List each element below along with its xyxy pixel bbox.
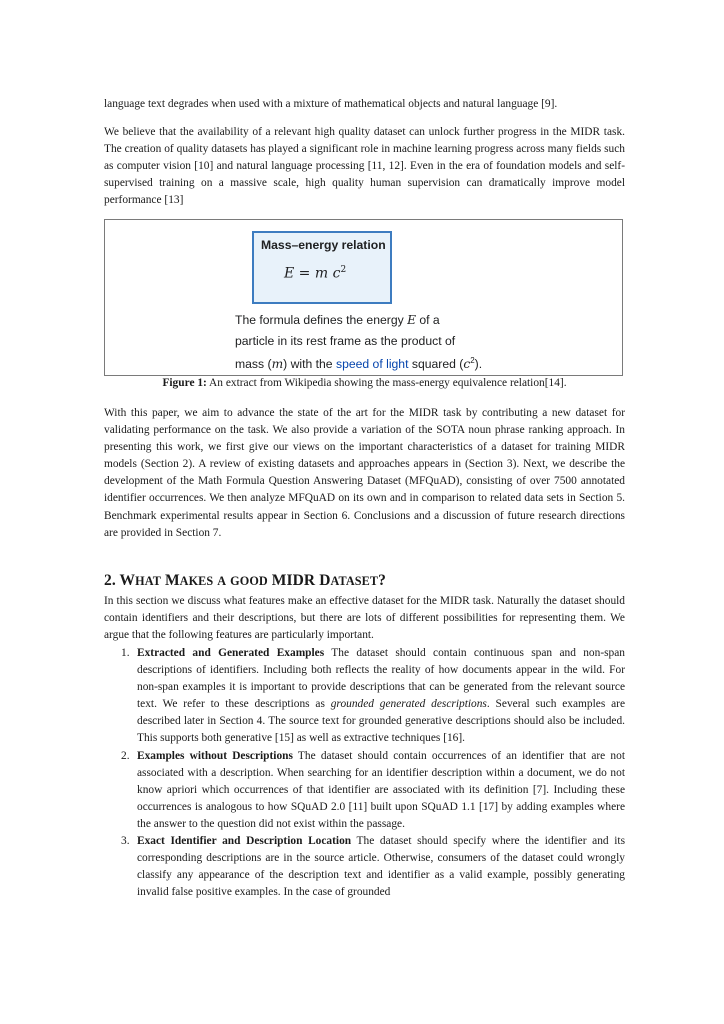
paragraph-intro-end: language text degrades when used with a mixture of mathematical objects and natural language [9]. xyxy=(104,98,558,110)
infobox-title: Mass–energy relation xyxy=(261,238,386,252)
paragraph-contributions: With this paper, we aim to advance the state of the art for the MIDR task by contributing a new dataset for validating performance on the task. We also provide a variation of the SOTA noun phrase ranking approach. In presenting this work, we first give our views on the important characteristics of a dataset for training MIDR models (Section 2). A review of existing datasets and approaches appears in (Section 3). Next, we describe the development of the Math Formula Question Answering Dataset (MFQuAD), consisting of over 7500 annotated identifier occurrences. We then analyze MFQuAD on its own and in comparison to related data sets in Section 5. Benchmark experimental results appear in Section 6. Conclusions and a discussion of future research directions are provided in Section 7. xyxy=(104,407,625,539)
wiki-line-3: mass (m) with the speed of light squared $(c^2)$. xyxy=(235,356,483,372)
formula-rhs: m c xyxy=(314,265,341,282)
section-heading: 2. WHAT MAKES A GOOD MIDR DATASET? xyxy=(104,572,386,589)
list-item: 2. Examples without Descriptions The dataset should contain occurrences of an identifier that are not associated with a description. When searching for an identifier description within a document, we do not know apriori which occurrences of that identifier are associated with its definition [7]. Including these occurrences is analogous to how SQuAD 2.0 [11] built upon SQuAD 1.1 [17] by adding examples where the answer to the question did not exist within the passage. xyxy=(121,749,625,830)
speed-of-light-link[interactable]: speed of light xyxy=(335,357,409,372)
figure-caption xyxy=(104,375,625,391)
wikipedia-infobox xyxy=(252,231,392,304)
formula-exponent: 2 xyxy=(340,265,347,275)
caption-label: Figure 1: xyxy=(162,377,207,389)
list-item: 3. Exact Identifier and Description Location The dataset should specify where the identifier and its corresponding descriptions are in the source article. Otherwise, consumers of the dataset could wrongly classify any appearance of the description text and identifier as a valid example, possibly generating invalid false positive examples. In the case of grounded xyxy=(121,835,625,899)
formula-lhs: E xyxy=(284,265,295,282)
caption-text: An extract from Wikipedia showing the mass-energy equivalence relation[14]. xyxy=(206,377,567,389)
paragraph-motivation: We believe that the availability of a relevant high quality dataset can unlock further progress in the MIDR task. The creation of quality datasets has played a significant role in machine learning progress across many fields such as computer vision [10] and natural language processing [11, 12]. Even in the era of foundation models and self-supervised training on a massive scale, high quality human supervision can dramatically improve model performance [13] xyxy=(104,126,625,207)
wikipedia-description xyxy=(235,310,535,375)
list-item-title: Extracted and Generated Examples xyxy=(137,647,325,659)
list-item-title: Exact Identifier and Description Location xyxy=(137,835,352,848)
feature-list xyxy=(104,645,625,901)
wiki-line-1: The formula defines the energy E of a xyxy=(235,313,440,327)
paragraph-section-intro: In this section we discuss what features make an effective dataset for the MIDR task. Naturally the dataset should contain identifiers and their descriptions, but there are lots of different possibilities for representing them. We argue that the following features are particularly important. xyxy=(104,595,625,642)
wiki-line-2: particle in its rest frame as the product of xyxy=(235,333,456,348)
list-item-title: Examples without Descriptions xyxy=(137,749,293,762)
formula-equals: = xyxy=(294,265,315,282)
mass-energy-formula xyxy=(284,265,346,282)
list-item: 1. Extracted and Generated Examples The dataset should contain continuous span and non-span descriptions of identifiers. Including both reflects the reality of how documents appear in the wild. For non-span examples it is important to provide descriptions that can be generated from the relevant source text. We refer to these descriptions as grounded generated descriptions. Several such examples are described later in Section 4. The source text for grounded generative descriptions should also be included. This supports both generative [15] as well as extractive techniques [16]. xyxy=(121,647,626,745)
